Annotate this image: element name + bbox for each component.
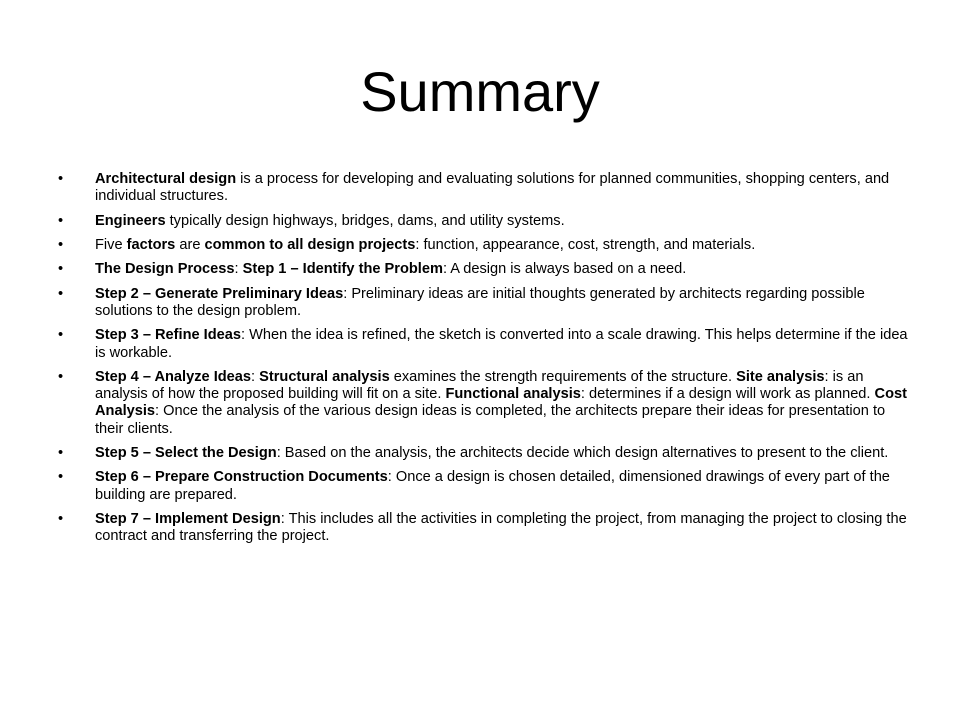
bullet-bold-text: Site analysis	[736, 368, 825, 385]
bullet-bold-text: Step 7 – Implement Design	[95, 510, 281, 527]
bullet-text: : is an analysis of how the proposed building will fit on a site.	[95, 368, 864, 403]
bullet-text: : function, appearance, cost, strength, and materials.	[415, 236, 756, 253]
bullet-bold-text: Step 6 – Prepare Construction Documents	[95, 469, 388, 486]
bullet-text: examines the strength requirements of the structure.	[389, 368, 737, 385]
bullet-bold-text: Functional analysis	[445, 386, 581, 403]
bullet-bold-text: Step 1 – Identify the Problem	[242, 261, 443, 278]
bullet-text: : determines if a design will work as planned.	[580, 386, 875, 403]
bullet-text: : Preliminary ideas are initial thoughts generated by architects regarding possible solutions to the design problem.	[95, 285, 865, 319]
bullet-item	[58, 445, 908, 462]
bullet-marker: •	[58, 469, 64, 486]
slide-title: Summary	[360, 60, 600, 123]
bullet-text: Five	[95, 236, 127, 253]
bullet-bold-text: factors	[126, 236, 176, 253]
bullet-item	[58, 171, 908, 205]
bullet-marker: •	[58, 212, 64, 229]
bullet-bold-text: The Design Process	[95, 261, 235, 278]
bullet-marker: •	[58, 510, 64, 527]
bullet-marker: •	[58, 285, 64, 302]
bullet-bold-text: Step 3 – Refine Ideas	[95, 327, 241, 344]
bullet-bold-text: Step 2 – Generate Preliminary Ideas	[95, 285, 344, 302]
bullet-bold-text: Step 4 – Analyze Ideas	[95, 368, 252, 385]
bullet-text: :	[234, 261, 243, 278]
bullet-item	[58, 261, 908, 278]
bullet-bold-text: Cost Analysis	[95, 386, 907, 420]
bullet-marker: •	[58, 261, 64, 278]
bullet-text: : Based on the analysis, the architects decide which design alternatives to present to the client.	[276, 444, 889, 461]
bullet-bold-text: Structural analysis	[259, 368, 390, 385]
bullet-text: : This includes all the activities in completing the project, from managing the project to closing the contract and transferring the project.	[95, 510, 907, 545]
bullet-marker: •	[58, 327, 64, 344]
bullet-marker: •	[58, 368, 64, 385]
bullet-item	[58, 237, 908, 254]
bullet-item	[58, 213, 908, 230]
bullet-bold-text: Engineers	[95, 212, 166, 229]
bullet-bold-text: Architectural design	[95, 171, 237, 187]
bullet-bold-text: common to all design projects	[204, 236, 416, 253]
bullet-item	[58, 511, 908, 545]
bullet-item	[58, 327, 908, 361]
bullet-text: : When the idea is refined, the sketch is converted into a scale drawing. This helps determine if the idea is workable.	[95, 327, 908, 361]
bullet-text: :	[251, 368, 260, 385]
bullet-text: are	[175, 236, 205, 253]
bullet-marker: •	[58, 236, 64, 253]
bullet-text: : A design is always based on a need.	[442, 261, 687, 278]
bullet-item	[58, 369, 908, 438]
bullet-text: : Once a design is chosen detailed, dimensioned drawings of every part of the building are prepared.	[95, 469, 890, 503]
bullet-item	[58, 469, 908, 503]
bullet-marker: •	[58, 444, 64, 461]
bullet-bold-text: Step 5 – Select the Design	[95, 444, 277, 461]
bullet-list	[58, 171, 908, 545]
bullet-text: : Once the analysis of the various design ideas is completed, the architects prepare their ideas for presentation to their clients.	[95, 403, 886, 437]
bullet-marker: •	[58, 171, 64, 187]
bullet-text: typically design highways, bridges, dams, and utility systems.	[165, 212, 565, 229]
bullet-text: is a process for developing and evaluating solutions for planned communities, shopping centers, and individual structures.	[95, 171, 890, 205]
bullet-item	[58, 286, 908, 320]
